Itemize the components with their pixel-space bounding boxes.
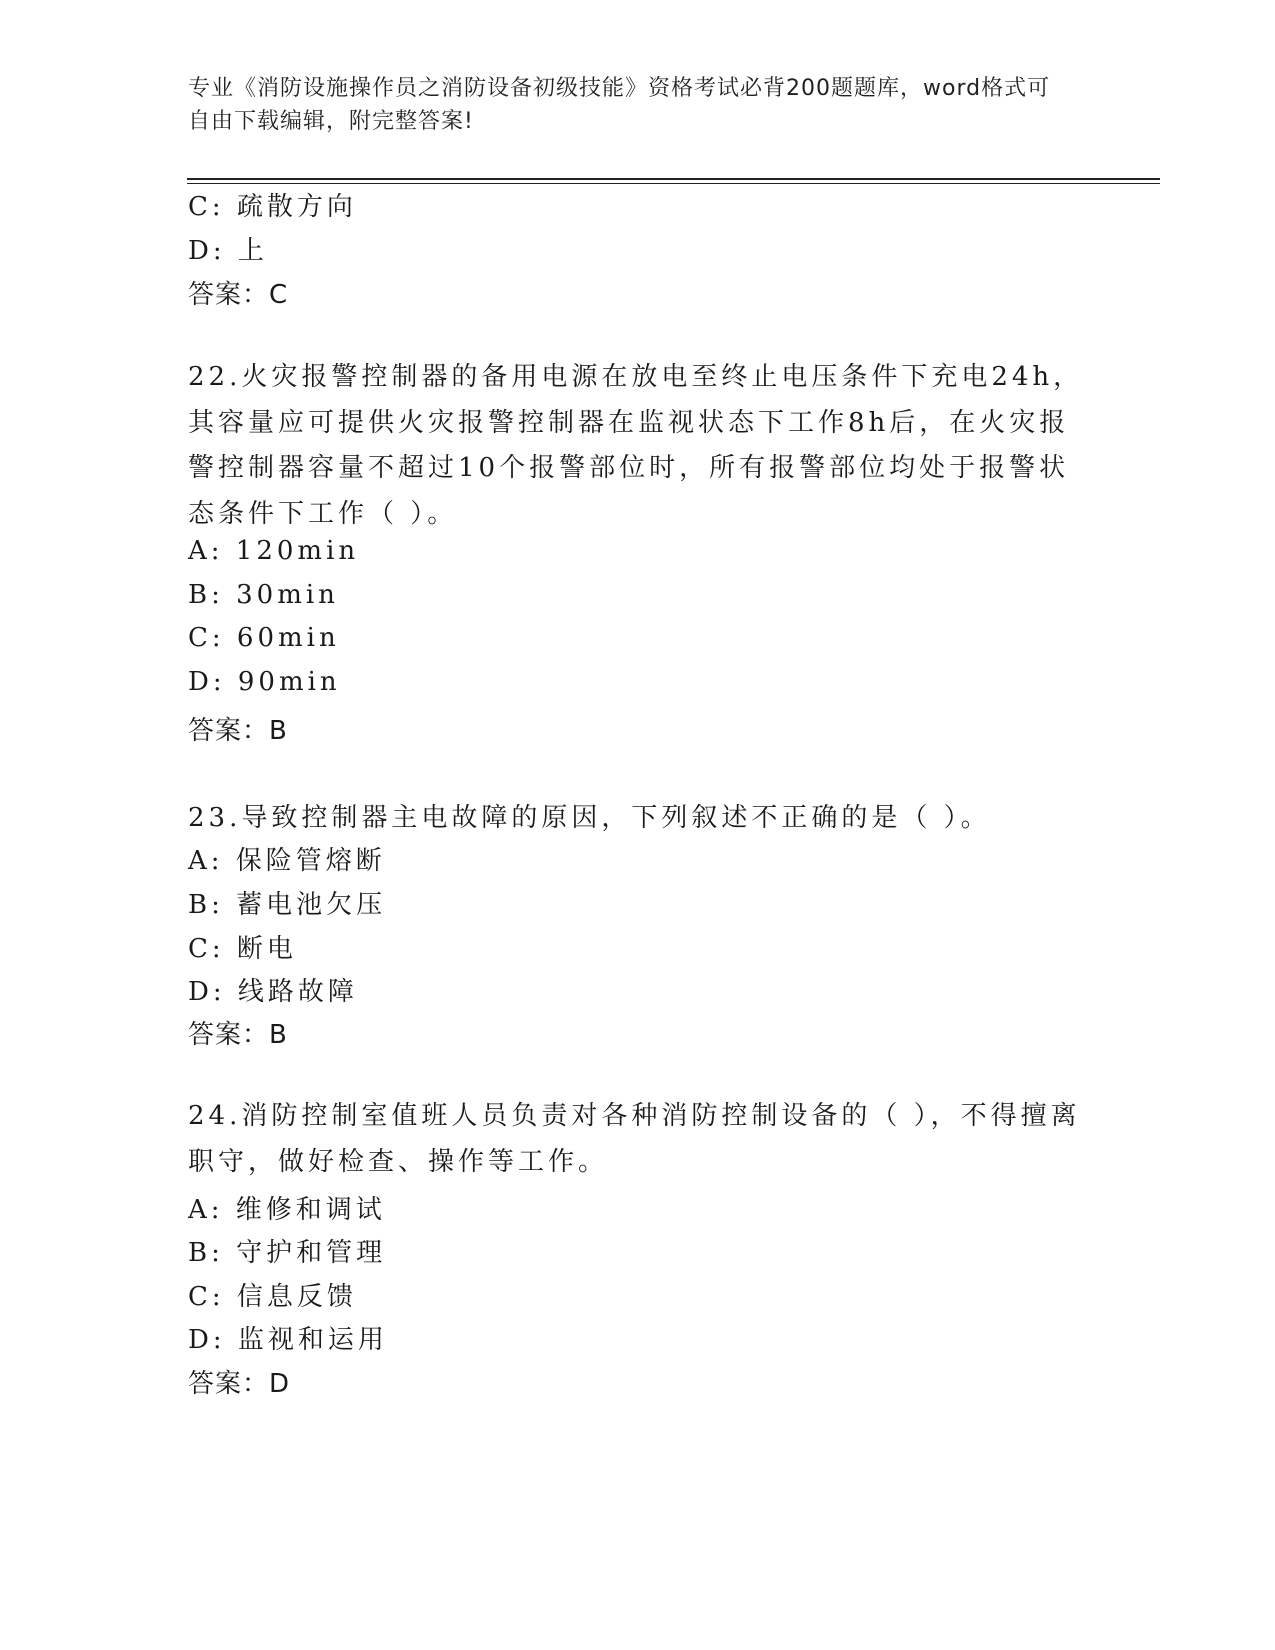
question-22-option-b: B: 30min (188, 580, 339, 610)
header-divider-thin (187, 183, 1160, 184)
question-22-option-d: D: 90min (188, 667, 341, 697)
question-22-text: 22.火灾报警控制器的备用电源在放电至终止电压条件下充电24h，其容量应可提供火灾报警控制器在监视状态下工作8h后，在火灾报警控制器容量不超过10个报警部位时，所有报警部位均处于报警状态条件下工作（ ）。 (188, 362, 1084, 529)
question-24-option-d: D: 监视和运用 (188, 1325, 388, 1355)
document-header: 专业《消防设施操作员之消防设备初级技能》资格考试必背200题题库，word格式可自由下载编辑，附完整答案! (188, 76, 1051, 134)
question-24-option-b: B: 守护和管理 (188, 1238, 387, 1268)
question-24-option-c: C: 信息反馈 (188, 1282, 357, 1312)
question-23-option-a: A: 保险管熔断 (188, 846, 386, 876)
prev-answer: 答案：C (188, 280, 289, 310)
prev-option-c: C: 疏散方向 (188, 192, 357, 222)
question-23-option-d: D: 线路故障 (188, 977, 358, 1007)
question-24-text: 24.消防控制室值班人员负责对各种消防控制设备的（ ），不得擅离职守，做好检查、操作等工作。 (188, 1101, 1081, 1177)
question-23-option-b: B: 蓄电池欠压 (188, 890, 387, 920)
prev-option-d: D: 上 (188, 236, 268, 266)
question-23-option-c: C: 断电 (188, 934, 297, 964)
question-24-answer: 答案：D (188, 1369, 291, 1399)
header-divider-thick (187, 178, 1160, 180)
question-24-option-a: A: 维修和调试 (188, 1195, 386, 1225)
question-22-option-c: C: 60min (188, 623, 340, 653)
question-23-answer: 答案：B (188, 1020, 288, 1050)
question-22-option-a: A: 120min (188, 536, 360, 566)
question-22-answer: 答案：B (188, 716, 288, 746)
question-23-text: 23.导致控制器主电故障的原因，下列叙述不正确的是（ ）。 (188, 803, 991, 833)
